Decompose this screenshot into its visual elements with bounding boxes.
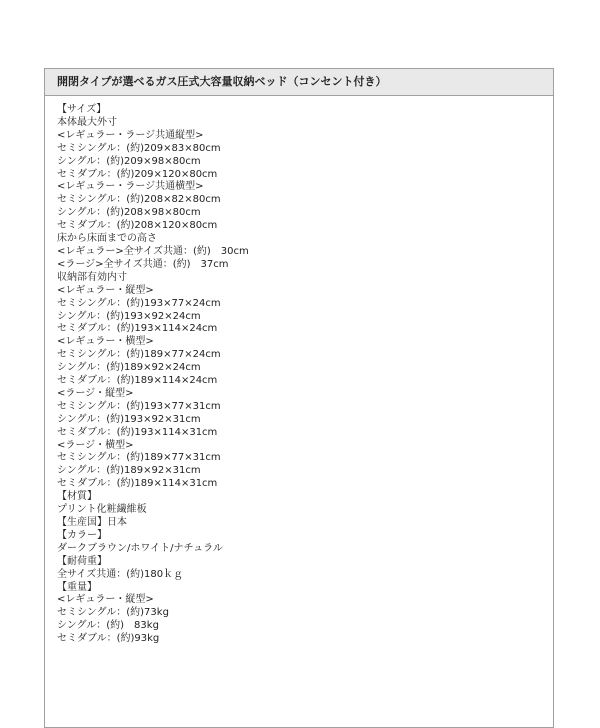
spec-line: 【サイズ】 [57,104,107,115]
spec-line: <レギュラー・縦型> [57,284,154,296]
spec-line: セミダブル：(約)189×114×31cm [57,478,218,490]
spec-line: 【カラー】 [57,529,107,541]
spec-line: 【材質】 [57,491,97,503]
spec-line: セミシングル：(約)73kg [57,607,169,619]
spec-line: セミシングル：(約)208×82×80cm [57,194,221,206]
spec-body [45,96,553,646]
spec-line: セミシングル：(約)193×77×24cm [57,297,221,309]
spec-line: ダークブラウン/ホワイト/ナチュラル [57,542,223,554]
spec-line: <レギュラー>全サイズ共通：(約) 30cm [57,245,249,257]
spec-line: <レギュラー・ラージ共通横型> [57,181,204,193]
spec-line: 【重量】 [57,581,97,593]
spec-line: <ラージ>全サイズ共通：(約) 37cm [57,258,229,270]
spec-box [44,68,554,728]
spec-line: <レギュラー・横型> [57,336,154,348]
spec-line: 【耐荷重】 [57,555,107,567]
spec-line: シングル：(約)209×98×80cm [57,155,201,167]
spec-line: セミダブル：(約)209×120×80cm [57,168,218,180]
spec-line: セミダブル：(約)208×120×80cm [57,220,218,232]
spec-line: セミダブル：(約)193×114×24cm [57,323,218,335]
spec-line: シングル：(約)189×92×31cm [57,465,201,477]
spec-line: 全サイズ共通：(約)180ｋｇ [57,568,184,580]
spec-line: <ラージ・縦型> [57,387,134,399]
spec-line: セミシングル：(約)193×77×31cm [57,400,221,412]
spec-line: セミダブル：(約)189×114×24cm [57,375,218,387]
spec-line: セミダブル：(約)93kg [57,633,160,645]
spec-line: セミダブル：(約)193×114×31cm [57,426,218,438]
spec-line: 本体最大外寸 [57,116,117,128]
spec-line: シングル：(約)208×98×80cm [57,207,201,219]
spec-line: 収納部有効内寸 [57,271,127,283]
spec-line: シングル：(約)193×92×24cm [57,310,201,322]
spec-line: セミシングル：(約)189×77×31cm [57,452,221,464]
spec-line: セミシングル：(約)189×77×24cm [57,349,221,361]
spec-line: <レギュラー・ラージ共通縦型> [57,129,204,141]
spec-line: セミシングル：(約)209×83×80cm [57,142,221,154]
spec-line: シングル：(約) 83kg [57,620,159,632]
spec-title: 開閉タイプが選べるガス圧式大容量収納ベッド（コンセント付き） [45,69,553,96]
spec-line: 【生産国】日本 [57,517,127,528]
spec-line: 床から床面までの高さ [57,233,157,245]
spec-line: プリント化粧繊維板 [57,504,147,516]
spec-line: シングル：(約)193×92×31cm [57,413,201,425]
spec-line: <ラージ・横型> [57,439,134,451]
spec-line: シングル：(約)189×92×24cm [57,362,201,374]
spec-line: <レギュラー・縦型> [57,594,154,606]
